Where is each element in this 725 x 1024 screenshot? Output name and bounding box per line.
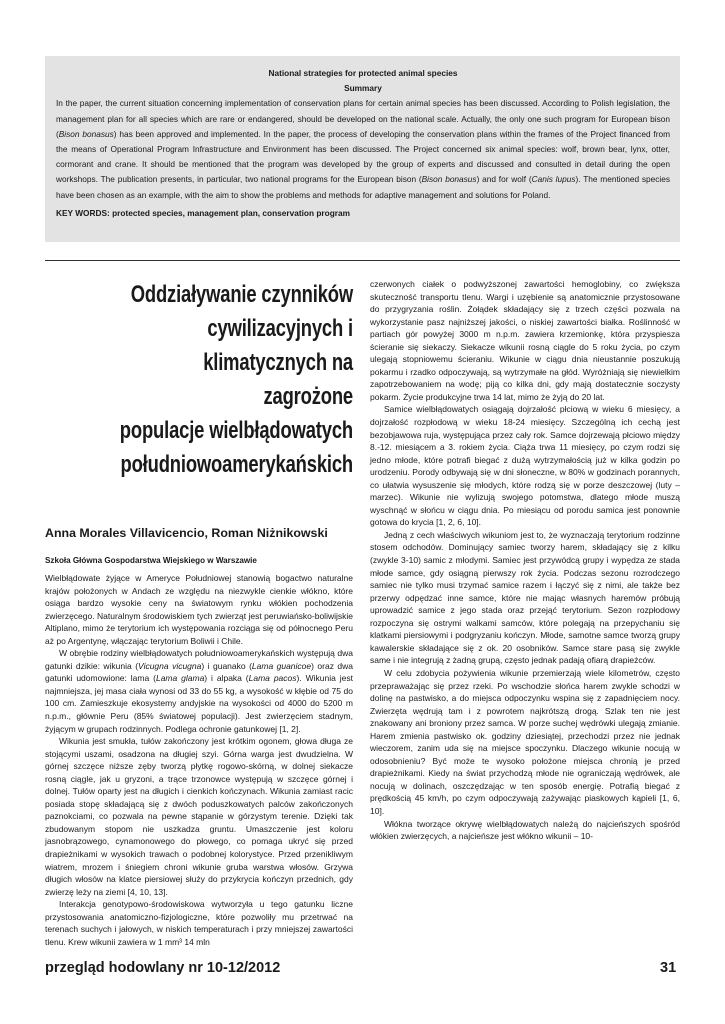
left-column (45, 278, 353, 948)
authors: Anna Morales Villavicencio, Roman Niżnikowski (45, 526, 328, 540)
paragraph: czerwonych ciałek o podwyższonej zawartości hemoglobiny, co zwiększa skuteczność transportu tlenu. Wargi i uzębienie są anatomicznie przystosowane do przygryzania roślin. Żołądek składający się z trzech części pozwala na wykorzystanie pasz najniższej jakości, o niskiej zawartości białka. Roślinność w partiach gór powyżej 3000 m n.p.m. zawiera krzemionkę, która przyspiesza ścieranie się siekaczy. Siekacze wikunii rosną ciągle do 5 roku życia, po czym ulegają stopniowemu ścieraniu. Wikunie w ciągu dnia nieustannie poszukują pokarmu i rzadko odpoczywają, są wytrzymałe na głód. Wyróżniają się niewielkim zapotrzebowaniem na wodę; piją co kilka dni, gdy mają dostatecznie soczysty pokarm. Życie produkcyjne trwa 14 lat, mimo że żyją do 20 lat. (370, 279, 680, 402)
summary-keywords: KEY WORDS: protected species, management plan, conservation program (56, 207, 350, 218)
affiliation: Szkoła Główna Gospodarstwa Wiejskiego w Warszawie (45, 556, 257, 565)
paragraph: Interakcja genotypowo-środowiskowa wytworzyła u tego gatunku liczne przystosowania anatomiczno-fizjologiczne, które pozwoliły mu przetrwać na terenach suchych i jałowych, w niskich temperaturach i przy mniejszej zawartości tlenu. Krew wikunii zawiera w 1 mm³ 14 mln (45, 899, 353, 947)
paragraph: Włókna tworzące okrywę wielbłądowatych należą do najcieńszych spośród włókien zwierzęcych, a najcieńsze jest włókno wikunii – 10- (370, 818, 680, 842)
right-column (370, 278, 680, 843)
article-title: Oddziaływanie czynników cywilizacyjnych i klimatycznych na zagrożone populacje wielbłądowatych południowoamerykańskich (119, 281, 353, 478)
paragraph: Wielbłądowate żyjące w Ameryce Południowej stanowią bogactwo naturalne krajów położonych w Andach ze względu na niezwykle cienkie włókno, które osiąga bardzo wysokie ceny na światowym rynku włókien pochodzenia zwierzęcego. Naturalnym środowiskiem tych zwierząt jest peruwiańsko-boliwijskie Altiplano, mimo że terytorium ich występowania rozciąga się od północnego Peru aż po Argentynę, włączając terytorium Boliwii i Chile. (45, 573, 353, 646)
summary-text: In the paper, the current situation concerning implementation of conservation plans for certain animal species has been discussed. According to Polish legislation, the management plan for all species which are rare or endangered, should be developed on the national scale. Actually, the only one such program for European bison (Bison bonasus) has been approved and implemented. In the paper, the process of developing the conservation plans within the frames of the Project financed from the means of Operational Program Infrastructure and Environment has been discussed. The Project concerned six animal species: wolf, brown bear, lynx, otter, cormorant and crane. It should be mentioned that the program was developed by the group of experts and discussed and consulted in detail during the open workshops. The publication presents, in particular, two national programs for the European bison (Bison bonasus) and for wolf (Canis lupus). The mentioned species have been chosen as an example, with the aim to show the problems and methods for adaptive management and solutions for Poland. (56, 98, 670, 200)
section-divider (45, 260, 680, 261)
paragraph: Jedną z cech właściwych wikuniom jest to, że wyznaczają terytorium rodzinne stosem odchodów. Dominujący samiec tworzy harem, składający się z kilku (zwykle 3-10) samic z młodymi. Samiec jest przywódcą grupy i wypędza ze stada młode samce, gdy osiągną pierwszy rok życia. Podczas sezonu rozrodczego samiec nie tylko musi trzymać samice razem i łączyć się z nimi, ale także bez przerwy odpędzać inne samce, które nie mając własnych haremów próbują uprowadzić samice z jego stada oraz przejąć terytorium. Sezon rozpłodowy rozpoczyna się ostrymi walkami samców, które polegają na przepychaniu się klatkami piersiowymi i podgryzaniu kończyn. Młode, samotne samce tworzą grupy kawalerskie składające się z ok. 20 osobników. Samce stare pasą się zwykle same i nie integrują z żadną grupą, często jednak padają ofiarą drapieżców. (370, 529, 680, 666)
paragraph: W celu zdobycia pożywienia wikunie przemierzają wiele kilometrów, często przepraważając się przez rzeki. Po wschodzie słońca harem zwykle schodzi w dolinę na pastwisko, a do miejsca odpoczynku wspina się z zapadnięciem nocy. Zwierzęta wędrują tam i z powrotem najkrótszą drogą. Szlak ten nie jest znakowany ani broniony przez samca. W porze suchej wędrówki ulegają zmianie. Harem zmienia pastwisko ok. godziny dziesiątej, przechodzi przez nie jednak wieczorem, zanim uda się na miejsce spoczynku. Dlaczego wikunie nocują w odosobnieniu? Być może te wysoko położone miejsca chronią je przed drapieżnikami. Kiedy na świat przychodzą młode nie ograniczają wędrówek, ale nocują w dolinach, oszczędzając w ten sposób energię. Potrafią biegać z prędkością 45 km/h, po czym odpoczywają zażywając piaskowych kąpieli [1, 6, 10]. (370, 667, 680, 816)
summary-subtitle: Summary (344, 83, 382, 94)
left-body (45, 572, 353, 948)
paragraph: Wikunia jest smukła, tułów zakończony jest krótkim ogonem, głowa długa ze stojącymi uszami, osadzona na długiej szyi. Górna warga jest dwudzielna. W górnej szczęce niższe zęby tworzą płytkę rogowo-skórną, w dolnej siekacze rosną ciągle, jak u gryzoni, a trące trzonowce występują w szczęce górnej i dolnej. Tułów oparty jest na długich i cienkich kończynach. Wikunia zamiast racic posiada stopę składającą się z dwóch poduszkowatych palców zakończonych paznokciami, co pozwala na pewne stąpanie w górzystym terenie. Dzięki tak zbudowanym stopom nie uszkadza gruntu. Umaszczenie jest koloru jasnobrązowego, cynamonowego do płowego, co pomaga ukryć się przed drapieżnikami w wysokich trawach o podobnej kolorystyce. Przed przenikliwym wiatrem, mrozem i śniegiem chroni wikunie gruba warstwa włosów. Grzywa długich włosów na klatce piersiowej służy do przykrycia kończyn przednich, gdy zwierzę leży na ziemi [4, 10, 13]. (45, 736, 353, 897)
journal-footer: przegląd hodowlany nr 10-12/2012 (45, 960, 281, 976)
summary-title: National strategies for protected animal species (268, 68, 458, 78)
page-number: 31 (660, 960, 677, 976)
paragraph: Samice wielbłądowatych osiągają dojrzałość płciową w wieku 6 miesięcy, a dojrzałość rozpłodową w wieku 18-24 miesięcy. Szczególną ich cechą jest bezobjawowa ruja, występująca przez cały rok. Samce dojrzewają płciowo między 8.-12. miesiącem a 3. rokiem życia. Ciąża trwa 11 miesięcy, po czym rodzi się jedno młode, które potrafi biegać z dużą wytrzymałością już w kilka godzin po urodzeniu. Porody odbywają się w dni słoneczne, w 80% w godzinach porannych, co ułatwia wysuszenie się młodych, które rodzą się w porze deszczowej (luty – marzec). Wikunie nie wylizują swojego potomstwa, dlatego młode muszą wyschnąć w słońcu w ciągu dnia. Po miesiącu od porodu samica jest ponownie gotowa do krycia [1, 2, 6, 10]. (370, 404, 680, 528)
paragraph: W obrębie rodziny wielbłądowatych południowoamerykańskich występują dwa gatunki dzikie: wikunia (Vicugna vicugna) i guanako (Lama guanicoe) oraz dwa gatunki udomowione: lama (Lama glama) i alpaka (Lama pacos). Wikunia jest najmniejsza, jej masa ciała wynosi od 33 do 55 kg, a wysokość w kłębie od 75 do 100 cm. Zamieszkuje ekosystemy andyjskie na wysokości od 4000 do 5200 m n.p.m., głównie Peru (85% światowej populacji). Jest zwierzęciem stadnym, żyjącym w grupach rodzinnych. Podlega ochronie gatunkowej [1, 2]. (45, 648, 353, 734)
summary-box (45, 56, 680, 242)
